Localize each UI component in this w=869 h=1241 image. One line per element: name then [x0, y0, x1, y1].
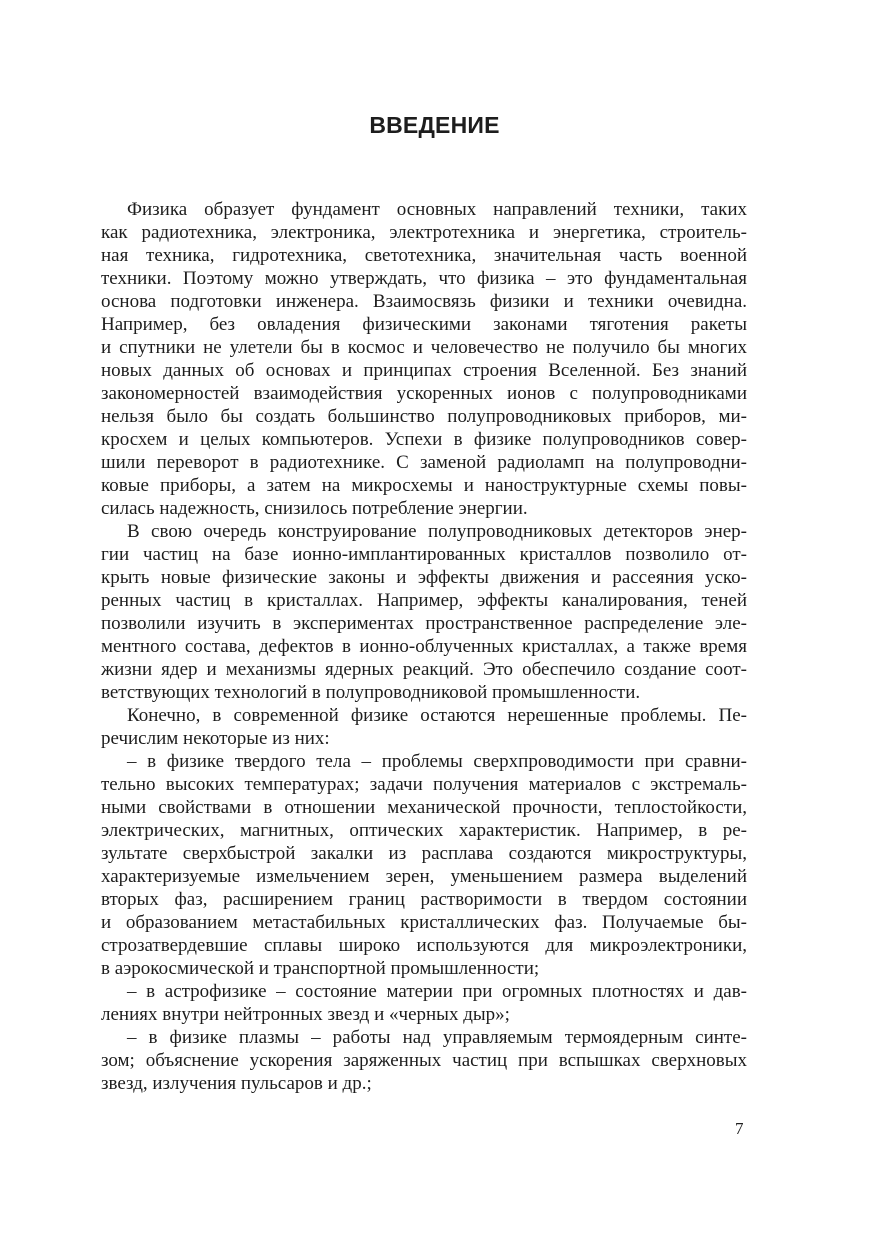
text-line: электрических, магнитных, оптических характеристик. Например, в ре- — [101, 820, 747, 841]
text-line: Например, без овладения физическими законами тяготения ракеты — [101, 314, 747, 335]
chapter-title: ВВЕДЕНИЕ — [369, 112, 500, 138]
text-line: ковые приборы, а затем на микросхемы и наноструктурные схемы повы- — [101, 475, 747, 496]
text-line: – в физике твердого тела – проблемы сверхпроводимости при сравни- — [127, 751, 747, 772]
text-line: техники. Поэтому можно утверждать, что физика – это фундаментальная — [101, 268, 747, 289]
paragraph — [101, 520, 747, 704]
paragraph — [101, 198, 747, 520]
page-number: 7 — [735, 1119, 744, 1138]
paragraph — [101, 1026, 747, 1095]
text-line: Физика образует фундамент основных направлений техники, таких — [127, 199, 747, 220]
text-line: вторых фаз, расширением границ растворимости в твердом состоянии — [101, 889, 747, 910]
text-line: зом; объяснение ускорения заряженных частиц при вспышках сверхновых — [101, 1050, 747, 1071]
text-line: ная техника, гидротехника, светотехника, значительная часть военной — [101, 245, 747, 266]
text-line: как радиотехника, электроника, электротехника и энергетика, строитель- — [101, 222, 747, 243]
text-line: тельно высоких температурах; задачи получения материалов с экстремаль- — [101, 774, 747, 795]
text-line: шили переворот в радиотехнике. С заменой радиоламп на полупроводни- — [101, 452, 747, 473]
text-line: В свою очередь конструирование полупроводниковых детекторов энер- — [127, 521, 747, 542]
text-line: нельзя было бы создать большинство полупроводниковых приборов, ми- — [101, 406, 747, 427]
text-line: новых данных об основах и принципах строения Вселенной. Без знаний — [101, 360, 747, 381]
text-line: – в астрофизике – состояние материи при огромных плотностях и дав- — [127, 981, 747, 1002]
text-line: основа подготовки инженера. Взаимосвязь физики и техники очевидна. — [101, 291, 747, 312]
text-line: в аэрокосмической и транспортной промышленности; — [101, 958, 540, 979]
text-line: ментного состава, дефектов в ионно-облученных кристаллах, а также время — [101, 636, 747, 657]
text-line: речислим некоторые из них: — [101, 728, 330, 749]
body-text — [101, 198, 747, 1095]
text-line: гии частиц на базе ионно-имплантированных кристаллов позволило от- — [101, 544, 747, 565]
paragraph — [101, 980, 747, 1026]
text-line: лениях внутри нейтронных звезд и «черных дыр»; — [101, 1004, 510, 1025]
text-line: зультате сверхбыстрой закалки из расплава создаются микроструктуры, — [101, 843, 747, 864]
text-line: и спутники не улетели бы в космос и человечество не получило бы многих — [101, 337, 747, 358]
text-line: – в физике плазмы – работы над управляемым термоядерным синте- — [127, 1027, 747, 1048]
text-line: характеризуемые измельчением зерен, уменьшением размера выделений — [101, 866, 747, 887]
text-line: кросхем и целых компьютеров. Успехи в физике полупроводников совер- — [101, 429, 747, 450]
text-line: ными свойствами в отношении механической прочности, теплостойкости, — [101, 797, 747, 818]
text-line: звезд, излучения пульсаров и др.; — [101, 1073, 372, 1094]
text-line: позволили изучить в экспериментах пространственное распределение эле- — [101, 613, 747, 634]
text-line: крыть новые физические законы и эффекты движения и рассеяния уско- — [101, 567, 747, 588]
text-line: силась надежность, снизилось потребление энергии. — [101, 498, 528, 519]
text-line: ветствующих технологий в полупроводниковой промышленности. — [101, 682, 641, 703]
text-line: ренных частиц в кристаллах. Например, эффекты каналирования, теней — [101, 590, 747, 611]
text-line: Конечно, в современной физике остаются нерешенные проблемы. Пе- — [127, 705, 747, 726]
paragraph — [101, 704, 747, 750]
paragraph — [101, 750, 747, 980]
text-line: закономерностей взаимодействия ускоренных ионов с полупроводниками — [101, 383, 747, 404]
text-line: и образованием метастабильных кристаллических фаз. Получаемые бы- — [101, 912, 747, 933]
text-line: строзатвердевшие сплавы широко используются для микроэлектроники, — [101, 935, 747, 956]
text-line: жизни ядер и механизмы ядерных реакций. Это обеспечило создание соот- — [101, 659, 747, 680]
